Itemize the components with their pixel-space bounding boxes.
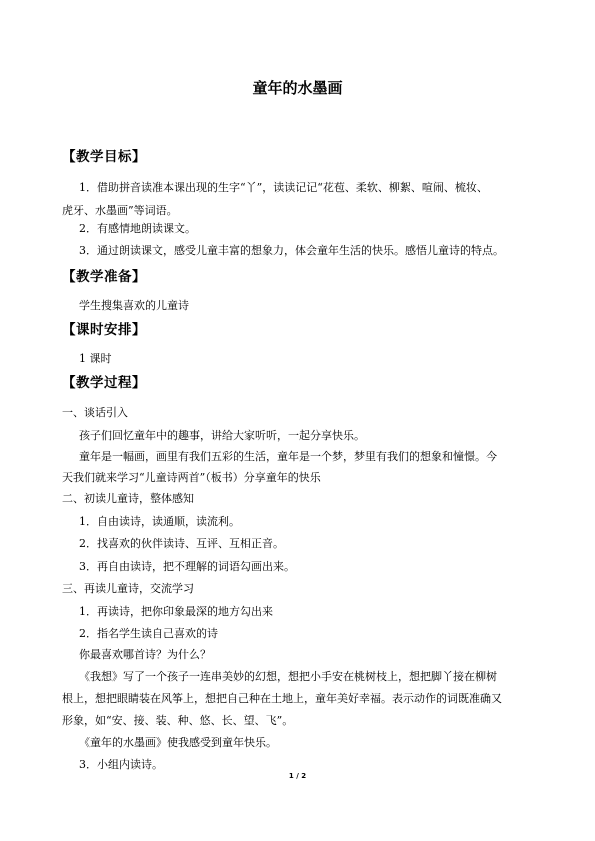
- page-title: 童年的水墨画: [252, 79, 343, 97]
- prep-heading: 【教学准备】: [62, 269, 146, 285]
- schedule-text: 1 课时: [79, 352, 112, 365]
- goal-line: 虎牙、水墨画”等词语。: [62, 204, 178, 217]
- process-line: 3．再自由读诗，把不理解的词语勾画出来。: [79, 560, 295, 573]
- goals-heading: 【教学目标】: [62, 149, 146, 165]
- process-line: 《我想》写了一个孩子一连串美妙的幻想，想把小手安在桃树枝上，想把脚丫接在柳树: [79, 670, 497, 683]
- process-heading: 【教学过程】: [62, 375, 146, 391]
- process-line: 《童年的水墨画》使我感受到童年快乐。: [79, 736, 277, 749]
- process-line: 3．小组内读诗。: [79, 758, 163, 771]
- process-line: 你最喜欢哪首诗？为什么？: [79, 648, 211, 661]
- process-line: 形象，如“安、接、装、种、悠、长、望、飞”。: [62, 714, 294, 727]
- process-line: 1．再读诗，把你印象最深的地方勾出来: [79, 605, 273, 618]
- process-line: 天我们就来学习“儿童诗两首”（板书）分享童年的快乐: [62, 471, 321, 484]
- goal-line: 1．借助拼音读准本课出现的生字“丫”，读读记记“花苞、柔软、柳絮、喧闹、梳妆、: [79, 181, 488, 194]
- process-line: 孩子们回忆童年中的趣事，讲给大家听听，一起分享快乐。: [79, 429, 365, 442]
- process-line: 一、谈话引入: [62, 406, 128, 419]
- process-line: 童年是一幅画，画里有我们五彩的生活，童年是一个梦，梦里有我们的想象和憧憬。今: [79, 450, 497, 463]
- schedule-heading: 【课时安排】: [62, 322, 146, 338]
- process-line: 三、再读儿童诗，交流学习: [62, 582, 194, 595]
- process-line: 1．自由读诗，读通顺，读流利。: [79, 515, 240, 528]
- process-line: 二、初读儿童诗，整体感知: [62, 492, 194, 505]
- process-line: 根上，想把眼睛装在风筝上，想把自己种在土地上，童年美好幸福。表示动作的词既准确又: [62, 692, 502, 705]
- process-line: 2．指名学生读自己喜欢的诗: [79, 627, 218, 640]
- prep-text: 学生搜集喜欢的儿童诗: [79, 299, 189, 312]
- goal-line: 2．有感情地朗读课文。: [79, 222, 196, 235]
- goal-line: 3．通过朗读课文，感受儿童丰富的想象力，体会童年生活的快乐。感悟儿童诗的特点。: [79, 244, 504, 257]
- page-number: 1 / 2: [288, 772, 307, 780]
- process-line: 2．找喜欢的伙伴读诗、互评、互相正音。: [79, 537, 284, 550]
